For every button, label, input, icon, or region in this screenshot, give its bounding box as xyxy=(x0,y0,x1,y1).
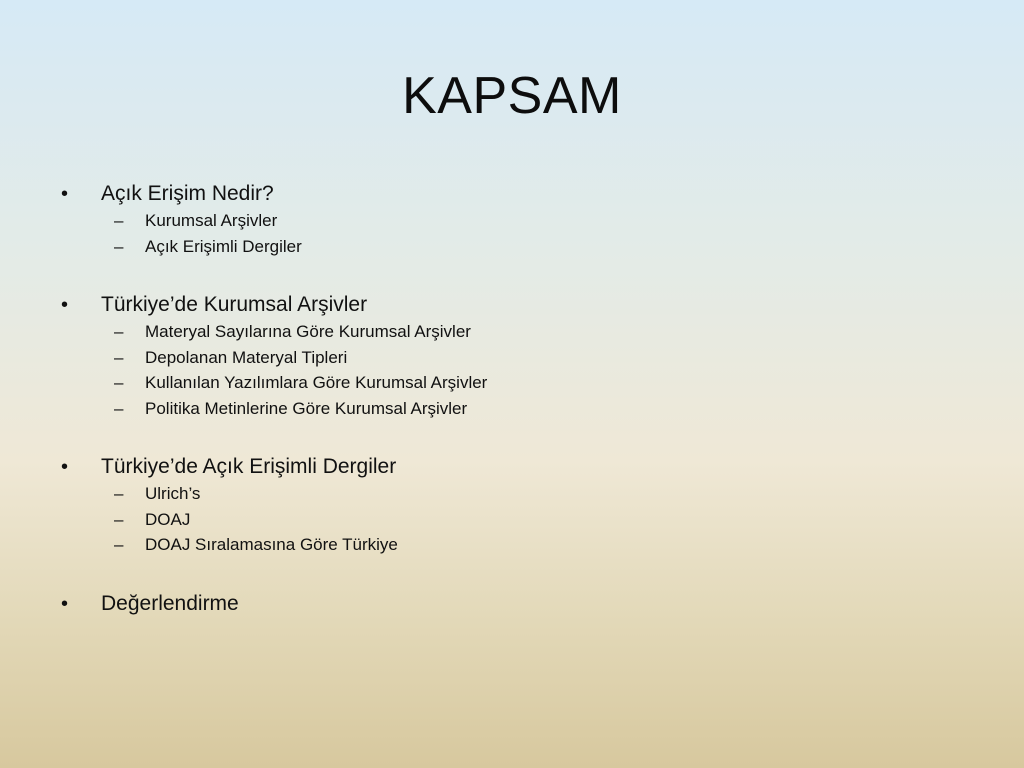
dash-icon: – xyxy=(114,398,124,418)
dash-icon: – xyxy=(114,211,124,230)
sub-item xyxy=(60,319,960,345)
sub-item-text: Ulrich’s xyxy=(145,484,201,503)
dash-icon: – xyxy=(114,347,124,367)
sub-item-text: Kullanılan Yazılımlara Göre Kurumsal Arşivler xyxy=(145,373,488,392)
section-degerlendirme xyxy=(60,590,960,618)
dash-icon: – xyxy=(114,236,124,256)
bullet-item xyxy=(60,180,960,208)
sub-item-text: Kurumsal Arşivler xyxy=(145,211,278,230)
bullet-text: Değerlendirme xyxy=(101,591,239,615)
bullet-text: Türkiye’de Açık Erişimli Dergiler xyxy=(101,455,397,478)
sub-item-text: Açık Erişimli Dergiler xyxy=(145,236,302,256)
section-acik-erisimli-dergiler xyxy=(60,453,960,558)
sub-item xyxy=(60,532,960,558)
bullet-item xyxy=(60,590,960,618)
bullet-text: Açık Erişim Nedir? xyxy=(101,182,274,205)
bullet-icon: • xyxy=(61,294,69,316)
dash-icon: – xyxy=(114,509,124,529)
sub-item-text: DOAJ xyxy=(145,509,191,529)
bullet-item xyxy=(60,291,960,319)
sub-item xyxy=(60,507,960,533)
bullet-item xyxy=(60,453,960,481)
bullet-icon: • xyxy=(61,456,69,478)
sub-item xyxy=(60,234,960,260)
sub-list xyxy=(60,319,960,421)
dash-icon: – xyxy=(114,535,124,554)
bullet-icon: • xyxy=(61,183,69,205)
bullet-icon: • xyxy=(61,592,69,615)
sub-list xyxy=(60,208,960,259)
dash-icon: – xyxy=(114,322,124,341)
dash-icon: – xyxy=(114,373,124,392)
sub-item-text: Politika Metinlerine Göre Kurumsal Arşivler xyxy=(145,398,468,418)
bullet-text: Türkiye’de Kurumsal Arşivler xyxy=(101,293,368,316)
bullet-list xyxy=(60,180,960,650)
section-acik-erisim xyxy=(60,180,960,259)
sub-item xyxy=(60,208,960,234)
section-kurumsal-arsivler xyxy=(60,291,960,421)
sub-item xyxy=(60,481,960,507)
sub-item xyxy=(60,396,960,422)
sub-item xyxy=(60,370,960,396)
sub-item xyxy=(60,345,960,371)
dash-icon: – xyxy=(114,484,124,503)
sub-item-text: DOAJ Sıralamasına Göre Türkiye xyxy=(145,535,398,554)
sub-item-text: Materyal Sayılarına Göre Kurumsal Arşivler xyxy=(145,322,471,341)
slide-title: KAPSAM xyxy=(402,67,622,125)
sub-item-text: Depolanan Materyal Tipleri xyxy=(145,347,348,367)
sub-list xyxy=(60,481,960,558)
